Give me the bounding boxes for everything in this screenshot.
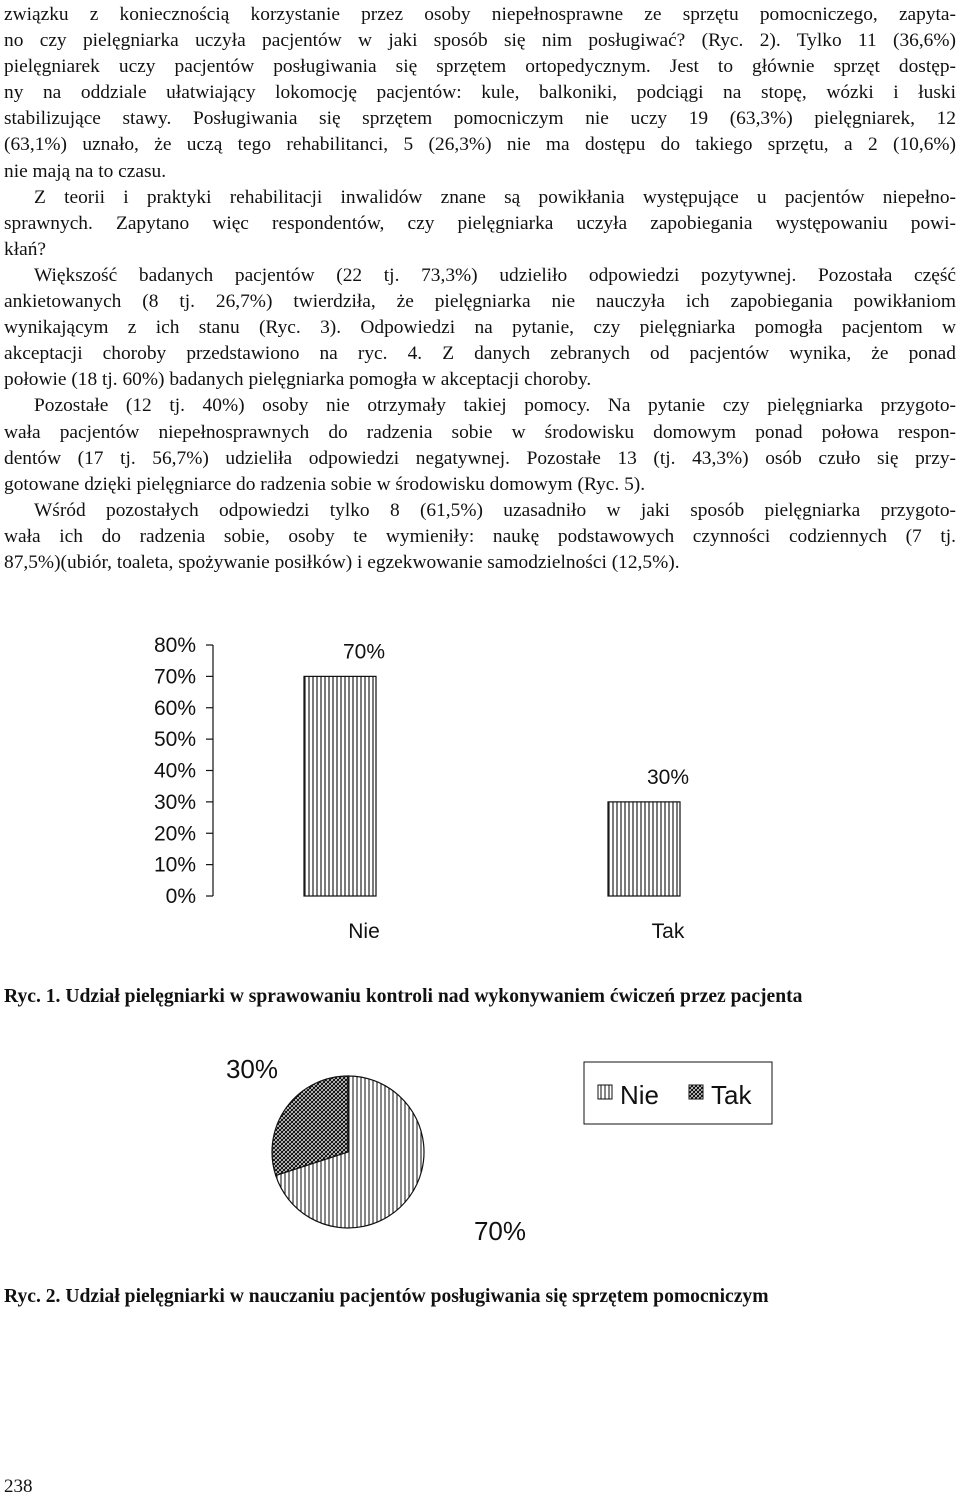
pie-chart [0,1030,960,1270]
text-line: wała pacjentów niepełnosprawnych do radzenia sobie w środowisku domowym ponad połowa respon- [4,421,956,443]
legend-label: Nie [620,1080,660,1110]
x-category-label: Tak [651,920,685,943]
y-tick-label: 70% [153,665,196,689]
text-line: wała ich do radzenia sobie, osoby te wymieniły: naukę podstawowych czynności codziennych (7 tj. [4,525,956,547]
text-line: Z teorii i praktyki rehabilitacji inwalidów znane są powikłania występujące u pacjentów niepełno- [34,186,956,208]
text-line: sprawnych. Zapytano więc respondentów, czy pielęgniarka uczyła zapobiegania występowaniu powi- [4,212,956,234]
text-line: połowie (18 tj. 60%) badanych pielęgniarka pomogła w akceptacji choroby. [4,369,592,391]
pie-data-label-tak: 30% [225,1054,279,1084]
figure-1-caption: Ryc. 1. Udział pielęgniarki w sprawowaniu kontroli nad wykonywaniem ćwiczeń przez pacjenta [4,986,803,1007]
paragraph-1 [4,2,956,185]
y-tick-label: 40% [153,759,196,783]
text-line: pielęgniarek uczy pacjentów posługiwania się sprzętem ortopedycznym. Jest to głównie sprzęt dostęp- [4,56,956,78]
y-tick-label: 0% [165,885,196,908]
y-tick-label: 80% [153,634,196,657]
bar-nie [304,676,376,896]
text-line: dentów (17 tj. 56,7%) udzieliła odpowiedzi negatywnej. Pozostałe 13 (tj. 43,3%) osób czuło się przy- [4,447,956,469]
text-line: Wśród pozostałych odpowiedzi tylko 8 (61,5%) uzasadniło w jaki sposób pielęgniarka przygoto- [34,499,956,521]
text-line: Pozostałe (12 tj. 40%) osoby nie otrzymały takiej pomocy. Na pytanie czy pielęgniarka przygoto- [34,395,956,417]
text-line: no czy pielęgniarka uczyła pacjentów w jaki sposób się nim posługiwać? (Ryc. 2). Tylko 11 (36,6%) [4,30,956,52]
y-tick-label: 20% [153,822,196,846]
paragraph-2 [4,185,956,263]
y-tick-label: 10% [153,853,196,877]
figure-2-caption: Ryc. 2. Udział pielęgniarki w nauczaniu pacjentów posługiwania się sprzętem pomocniczym [4,1286,769,1307]
text-line: stabilizujące stawy. Posługiwania się sprzętem pomocniczym nie uczy 19 (63,3%) pielęgniarek, 12 [4,108,956,130]
legend-label: Tak [711,1080,752,1110]
legend-swatch-nie [598,1085,612,1099]
legend-swatch-tak [689,1085,703,1099]
y-tick-label: 60% [153,696,196,720]
paragraph-4 [4,393,956,497]
x-category-label: Nie [348,920,380,943]
bar-tak [608,802,680,896]
page-number: 238 [4,1476,33,1497]
text-line: wynikającym z ich stanu (Ryc. 3). Odpowiedzi na pytanie, czy pielęgniarka pomogła pacjentom w [4,317,956,339]
bar-chart [0,600,960,980]
text-line: kłań? [4,238,46,260]
text-line: (63,1%) uznało, że uczą tego rehabilitanci, 5 (26,3%) nie ma dostępu do takiego sprzętu, a 2 (10,6%) [4,134,956,156]
bar-data-label: 30% [646,765,690,789]
text-line: ankietowanych (8 tj. 26,7%) twierdziła, że pielęgniarka nie nauczyła ich zapobiegania powikłaniom [4,291,956,313]
text-line: Większość badanych pacjentów (22 tj. 73,3%) udzieliło odpowiedzi pozytywnej. Pozostała część [34,264,956,286]
paragraph-5 [4,498,956,576]
text-line: ny na oddziale ułatwiający lokomocję pacjentów: kule, balkoniki, podciągi na stopę, wózki i łuski [4,82,956,104]
text-line: akceptacji choroby przedstawiono na ryc. 4. Z danych zebranych od pacjentów wynika, że ponad [4,343,956,365]
text-line: gotowane dzięki pielęgniarce do radzenia sobie w środowisku domowym (Ryc. 5). [4,473,646,495]
text-line: związku z koniecznością korzystanie przez osoby niepełnosprawne ze sprzętu pomocniczego, zapyta- [4,4,956,25]
paragraph-3 [4,263,956,393]
body-text [4,2,956,576]
text-line: nie mają na to czasu. [4,160,167,182]
y-tick-label: 50% [153,728,196,752]
bar-data-label: 70% [342,640,386,664]
pie-data-label-nie: 70% [473,1216,527,1246]
text-line: 87,5%)(ubiór, toaleta, spożywanie posiłków) i egzekwowanie samodzielności (12,5%). [4,551,680,573]
y-tick-label: 30% [153,790,196,814]
